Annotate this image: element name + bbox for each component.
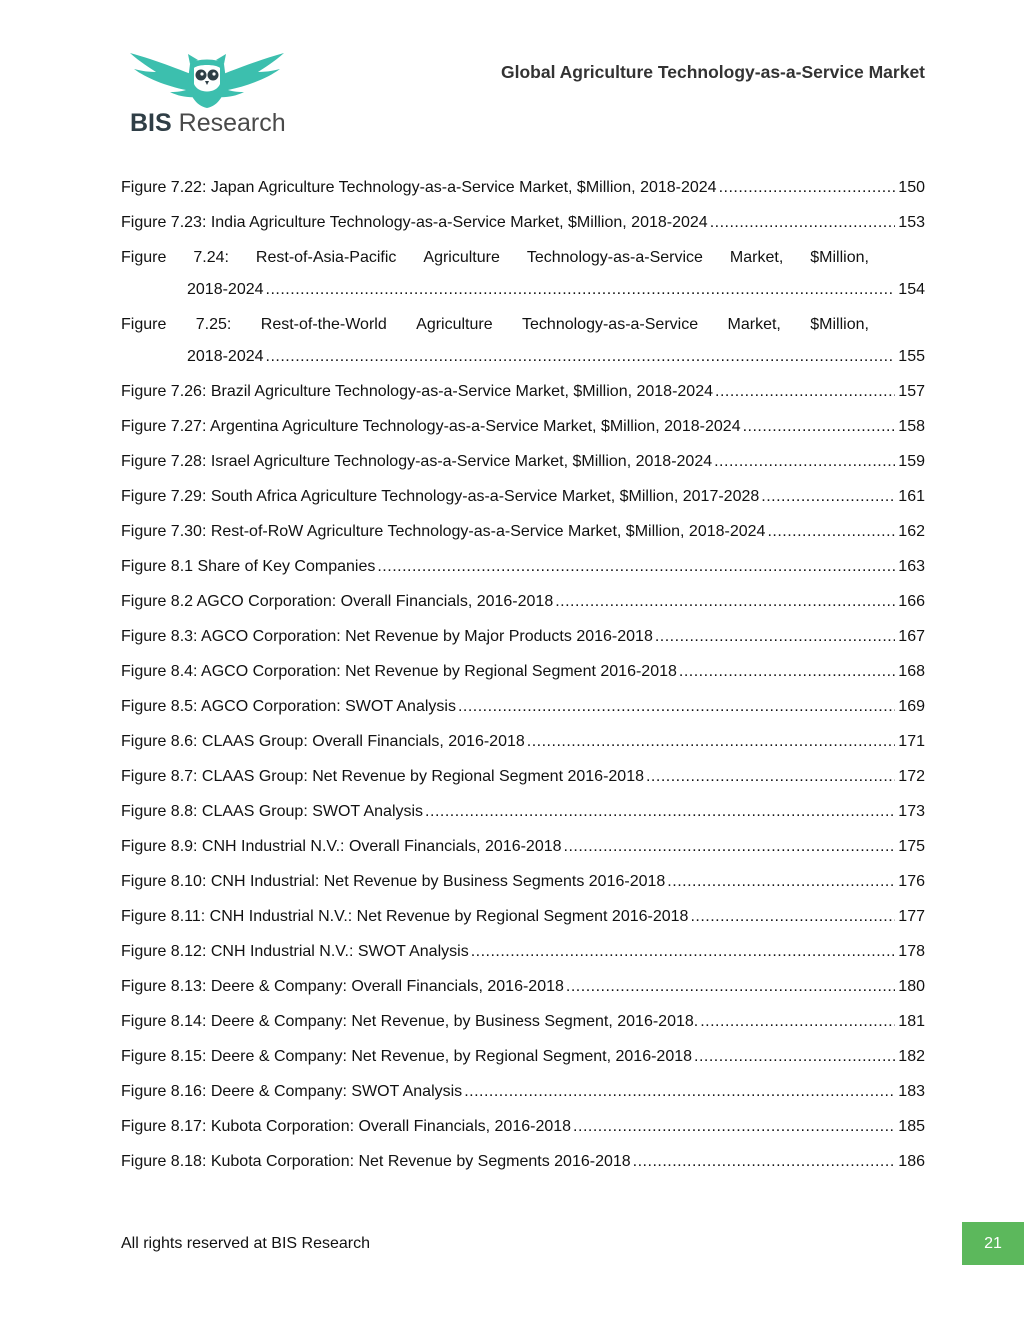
- toc-entry-title: Figure 7.30: Rest-of-RoW Agriculture Technology-as-a-Service Market, $Million, 2018-2024: [121, 523, 766, 540]
- toc-entry-page: 171: [898, 733, 925, 750]
- toc-leader-dots: [425, 800, 895, 823]
- toc-entry-page: 166: [898, 593, 925, 610]
- toc-entry-title: Figure 7.29: South Africa Agriculture Technology-as-a-Service Market, $Million, 2017-2028: [121, 488, 760, 505]
- toc-leader-dots: [667, 870, 895, 893]
- toc-entry-title-line: [121, 246, 869, 278]
- toc-entry-page: 173: [898, 803, 925, 820]
- toc-entry-title: Figure 8.16: Deere & Company: SWOT Analysis: [121, 1083, 463, 1100]
- toc-entry[interactable]: [121, 450, 925, 485]
- toc-entry[interactable]: [121, 1150, 925, 1185]
- toc-entry-page: 182: [898, 1048, 925, 1065]
- logo-wordmark: BIS Research: [130, 109, 286, 137]
- toc-entry[interactable]: [121, 1045, 925, 1080]
- toc-entry-page: 176: [898, 873, 925, 890]
- toc-entry-word: Rest-of-Asia-Pacific: [255, 249, 397, 266]
- toc-entry[interactable]: [121, 1010, 925, 1045]
- toc-entry-title: Figure 8.2 AGCO Corporation: Overall Financials, 2016-2018: [121, 593, 554, 610]
- toc-leader-dots: [679, 660, 895, 683]
- toc-leader-dots: [700, 1010, 895, 1033]
- toc-entry-page: 159: [898, 453, 925, 470]
- toc-entry-title: Figure 8.15: Deere & Company: Net Revenue, by Regional Segment, 2016-2018: [121, 1048, 693, 1065]
- owl-icon: [126, 50, 288, 110]
- toc-entry-title: Figure 7.23: India Agriculture Technology-as-a-Service Market, $Million, 2018-2024: [121, 214, 708, 231]
- toc-leader-dots: [743, 415, 896, 438]
- toc-leader-dots: [633, 1150, 896, 1173]
- toc-entry-word: $Million,: [810, 249, 869, 266]
- toc-entry-word: 7.25:: [195, 316, 232, 333]
- toc-leader-dots: [690, 905, 895, 928]
- toc-entry-title: Figure 8.18: Kubota Corporation: Net Revenue by Segments 2016-2018: [121, 1153, 631, 1170]
- list-of-figures: [121, 176, 925, 1185]
- toc-entry-word: Market,: [729, 249, 784, 266]
- toc-entry[interactable]: [121, 625, 925, 660]
- toc-entry-page: 186: [898, 1153, 925, 1170]
- toc-entry-page: 167: [898, 628, 925, 645]
- toc-entry-page: 161: [898, 488, 925, 505]
- toc-entry-page: 150: [898, 179, 925, 196]
- toc-entry[interactable]: [121, 975, 925, 1010]
- toc-entry-word: Market,: [727, 316, 781, 333]
- toc-entry-title: Figure 8.14: Deere & Company: Net Revenue, by Business Segment, 2016-2018.: [121, 1013, 699, 1030]
- document-title: Global Agriculture Technology-as-a-Service Market: [501, 62, 925, 82]
- toc-entry-title: Figure 7.27: Argentina Agriculture Technology-as-a-Service Market, $Million, 2018-2024: [121, 418, 741, 435]
- toc-leader-dots: [266, 345, 896, 368]
- toc-entry-page: 175: [898, 838, 925, 855]
- toc-entry-page: 168: [898, 663, 925, 680]
- toc-leader-dots: [646, 765, 895, 788]
- toc-entry-title: Figure 8.1 Share of Key Companies: [121, 558, 376, 575]
- toc-entry-title: Figure 8.17: Kubota Corporation: Overall Financials, 2016-2018: [121, 1118, 572, 1135]
- toc-entry[interactable]: [121, 313, 925, 380]
- toc-entry-continuation: 2018-2024: [187, 348, 264, 365]
- toc-entry[interactable]: [121, 485, 925, 520]
- bis-research-logo: [126, 50, 288, 136]
- toc-entry-page: 162: [898, 523, 925, 540]
- toc-leader-dots: [564, 835, 896, 858]
- toc-entry[interactable]: [121, 520, 925, 555]
- toc-entry-word: 7.24:: [193, 249, 229, 266]
- toc-entry-title: Figure 8.6: CLAAS Group: Overall Financials, 2016-2018: [121, 733, 525, 750]
- toc-entry-word: $Million,: [810, 316, 869, 333]
- toc-leader-dots: [715, 380, 895, 403]
- toc-entry-title: Figure 7.28: Israel Agriculture Technology-as-a-Service Market, $Million, 2018-2024: [121, 453, 713, 470]
- toc-entry-word: Rest-of-the-World: [260, 316, 387, 333]
- toc-leader-dots: [458, 695, 895, 718]
- toc-entry-title: Figure 8.7: CLAAS Group: Net Revenue by Regional Segment 2016-2018: [121, 768, 644, 785]
- toc-entry-page: 154: [898, 281, 925, 298]
- toc-entry-page: 153: [898, 214, 925, 231]
- toc-entry-title: Figure 8.13: Deere & Company: Overall Financials, 2016-2018: [121, 978, 564, 995]
- toc-entry[interactable]: [121, 835, 925, 870]
- toc-entry[interactable]: [121, 660, 925, 695]
- toc-entry-page: 172: [898, 768, 925, 785]
- toc-entry-page: 158: [898, 418, 925, 435]
- toc-entry-word: Technology-as-a-Service: [522, 316, 699, 333]
- toc-entry[interactable]: [121, 555, 925, 590]
- toc-entry[interactable]: [121, 730, 925, 765]
- toc-leader-dots: [266, 278, 896, 301]
- toc-entry-word: Technology-as-a-Service: [526, 249, 703, 266]
- toc-entry[interactable]: [121, 1080, 925, 1115]
- toc-leader-dots: [555, 590, 895, 613]
- toc-leader-dots: [710, 211, 896, 234]
- toc-entry[interactable]: [121, 870, 925, 905]
- toc-entry[interactable]: [121, 695, 925, 730]
- toc-entry[interactable]: [121, 211, 925, 246]
- toc-entry-page: 178: [898, 943, 925, 960]
- toc-entry[interactable]: [121, 765, 925, 800]
- toc-entry[interactable]: [121, 415, 925, 450]
- toc-leader-dots: [694, 1045, 895, 1068]
- toc-entry-word: Agriculture: [423, 249, 500, 266]
- toc-entry-title: Figure 7.22: Japan Agriculture Technology-as-a-Service Market, $Million, 2018-2024: [121, 179, 717, 196]
- toc-entry-page: 181: [898, 1013, 925, 1030]
- toc-entry[interactable]: [121, 800, 925, 835]
- toc-entry-title: Figure 8.12: CNH Industrial N.V.: SWOT Analysis: [121, 943, 469, 960]
- toc-entry[interactable]: [121, 1115, 925, 1150]
- footer-rights: All rights reserved at BIS Research: [121, 1235, 370, 1252]
- toc-leader-dots: [464, 1080, 895, 1103]
- toc-entry-title: Figure 8.9: CNH Industrial N.V.: Overall Financials, 2016-2018: [121, 838, 562, 855]
- toc-entry-title: Figure 8.5: AGCO Corporation: SWOT Analysis: [121, 698, 456, 715]
- toc-entry-word: Agriculture: [416, 316, 493, 333]
- toc-entry-page: 155: [898, 348, 925, 365]
- toc-entry-word: Figure: [121, 249, 167, 266]
- toc-entry[interactable]: [121, 380, 925, 415]
- toc-leader-dots: [655, 625, 895, 648]
- toc-entry[interactable]: [121, 246, 925, 313]
- toc-leader-dots: [761, 485, 895, 508]
- toc-entry[interactable]: [121, 590, 925, 625]
- toc-leader-dots: [767, 520, 895, 543]
- toc-entry-page: 183: [898, 1083, 925, 1100]
- toc-entry-page: 163: [898, 558, 925, 575]
- page-number-badge: 21: [962, 1222, 1024, 1265]
- toc-entry[interactable]: [121, 905, 925, 940]
- toc-leader-dots: [527, 730, 896, 753]
- toc-entry-continuation: 2018-2024: [187, 281, 264, 298]
- toc-entry-title-line: [121, 313, 869, 345]
- toc-entry-page: 180: [898, 978, 925, 995]
- toc-entry-title: Figure 8.4: AGCO Corporation: Net Revenue by Regional Segment 2016-2018: [121, 663, 677, 680]
- toc-leader-dots: [377, 555, 895, 578]
- toc-entry-page: 157: [898, 383, 925, 400]
- toc-entry-word: Figure: [121, 316, 167, 333]
- toc-leader-dots: [573, 1115, 895, 1138]
- toc-entry-title: Figure 8.10: CNH Industrial: Net Revenue by Business Segments 2016-2018: [121, 873, 666, 890]
- toc-entry-title: Figure 8.11: CNH Industrial N.V.: Net Revenue by Regional Segment 2016-2018: [121, 908, 689, 925]
- toc-entry-title: Figure 8.3: AGCO Corporation: Net Revenue by Major Products 2016-2018: [121, 628, 653, 645]
- toc-leader-dots: [566, 975, 895, 998]
- toc-leader-dots: [714, 450, 895, 473]
- toc-entry-title: Figure 8.8: CLAAS Group: SWOT Analysis: [121, 803, 424, 820]
- toc-leader-dots: [719, 176, 896, 199]
- toc-entry[interactable]: [121, 176, 925, 211]
- toc-entry-page: 177: [898, 908, 925, 925]
- toc-entry-title: Figure 7.26: Brazil Agriculture Technology-as-a-Service Market, $Million, 2018-2024: [121, 383, 713, 400]
- toc-entry-page: 169: [898, 698, 925, 715]
- toc-entry[interactable]: [121, 940, 925, 975]
- toc-leader-dots: [471, 940, 896, 963]
- toc-entry-page: 185: [898, 1118, 925, 1135]
